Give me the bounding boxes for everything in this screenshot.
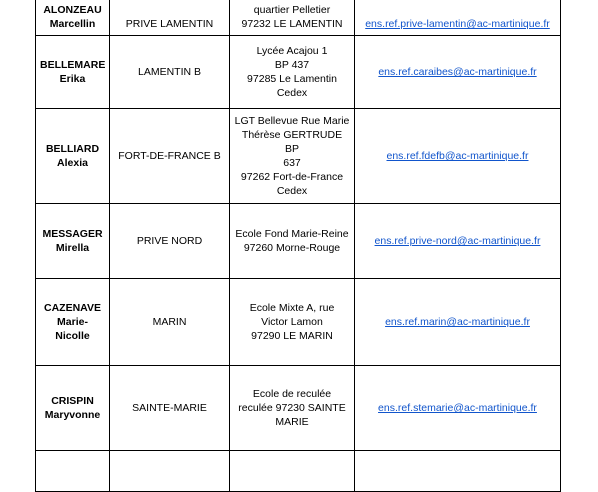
address-cell <box>230 109 355 204</box>
zone-label: SAINTE-MARIE <box>132 402 207 414</box>
address-line: 97285 Le Lamentin <box>247 73 337 85</box>
referent-name-line: CRISPIN <box>51 395 94 407</box>
email-cell <box>355 451 561 492</box>
address-line: Ecole Mixte A, rue <box>249 302 335 314</box>
referent-name-line: CAZENAVE <box>44 302 101 314</box>
table-row <box>36 36 561 109</box>
email-link[interactable]: ens.ref.caraibes@ac-martinique.fr <box>378 66 537 78</box>
zone-label: PRIVE NORD <box>136 235 203 247</box>
email-link[interactable]: ens.ref.stemarie@ac-martinique.fr <box>378 402 537 414</box>
referent-name-line: Nicolle <box>55 330 90 342</box>
referent-name-cell <box>36 36 110 109</box>
referent-name-cell <box>36 109 110 204</box>
table-row <box>36 366 561 451</box>
referent-name-cell <box>36 279 110 366</box>
email-link[interactable]: ens.ref.prive-nord@ac-martinique.fr <box>374 235 541 247</box>
zone-cell <box>110 451 230 492</box>
address-line: 97290 LE MARIN <box>251 330 333 342</box>
address-line: BP 437 <box>274 59 310 71</box>
email-link[interactable]: ens.ref.marin@ac-martinique.fr <box>385 316 530 328</box>
zone-cell <box>110 279 230 366</box>
referent-name-line: MESSAGER <box>42 228 103 240</box>
email-cell <box>355 0 561 36</box>
address-line: Cedex <box>276 185 308 197</box>
table-row <box>36 451 561 492</box>
zone-cell <box>110 36 230 109</box>
zone-label: PRIVE LAMENTIN <box>125 18 214 30</box>
address-line: 637 <box>283 157 301 169</box>
address-cell <box>230 279 355 366</box>
referent-name-line: Mirella <box>55 242 90 254</box>
contacts-table <box>35 0 561 492</box>
referent-name-cell <box>36 451 110 492</box>
email-cell <box>355 109 561 204</box>
address-line: Ecole Fond Marie-Reine <box>235 228 349 240</box>
zone-label: LAMENTIN B <box>137 66 201 78</box>
table-row <box>36 109 561 204</box>
address-line: 97260 Morne-Rouge <box>243 242 341 254</box>
email-cell <box>355 36 561 109</box>
address-line: Cedex <box>276 87 308 99</box>
email-link[interactable]: ens.ref.fdefb@ac-martinique.fr <box>386 150 529 162</box>
referent-name-line: ALONZEAU <box>43 4 102 16</box>
referent-name-cell <box>36 366 110 451</box>
address-line: Victor Lamon <box>261 316 323 328</box>
address-line: LGT Bellevue Rue Marie <box>234 115 350 127</box>
address-line: Thérèse GERTRUDE BP <box>241 129 343 155</box>
referent-name-line: Alexia <box>57 157 88 169</box>
email-cell <box>355 279 561 366</box>
table-row <box>36 279 561 366</box>
referent-name-cell <box>36 204 110 279</box>
zone-label: MARIN <box>152 316 187 328</box>
address-line: reculée 97230 SAINTE <box>238 402 346 414</box>
email-link[interactable]: ens.ref.prive-lamentin@ac-martinique.fr <box>365 18 550 30</box>
referent-name-line: Erika <box>59 73 86 85</box>
address-line: 97232 LE LAMENTIN <box>241 18 343 30</box>
contacts-table-container <box>35 0 560 492</box>
referent-name-line: BELLEMARE <box>40 59 106 71</box>
address-line: quartier Pelletier <box>253 4 331 16</box>
referent-name-line: Marcellin <box>49 18 96 30</box>
referent-name-line: BELLIARD <box>45 143 100 155</box>
address-line: Ecole de reculée <box>252 388 332 400</box>
zone-cell <box>110 366 230 451</box>
address-line: MARIE <box>275 416 309 428</box>
address-line: Lycée Acajou 1 <box>256 45 328 57</box>
email-cell <box>355 204 561 279</box>
address-cell <box>230 0 355 36</box>
email-cell <box>355 366 561 451</box>
address-cell <box>230 204 355 279</box>
referent-name-line: Maryvonne <box>44 409 101 421</box>
zone-cell <box>110 0 230 36</box>
address-cell <box>230 451 355 492</box>
table-row <box>36 0 561 36</box>
address-cell <box>230 366 355 451</box>
contacts-table-body <box>36 0 561 492</box>
zone-cell <box>110 109 230 204</box>
table-row <box>36 204 561 279</box>
address-cell <box>230 36 355 109</box>
address-line: 97262 Fort-de-France <box>240 171 344 183</box>
zone-label: FORT-DE-FRANCE B <box>118 150 221 162</box>
zone-cell <box>110 204 230 279</box>
referent-name-line: Marie- <box>57 316 88 328</box>
referent-name-cell <box>36 0 110 36</box>
